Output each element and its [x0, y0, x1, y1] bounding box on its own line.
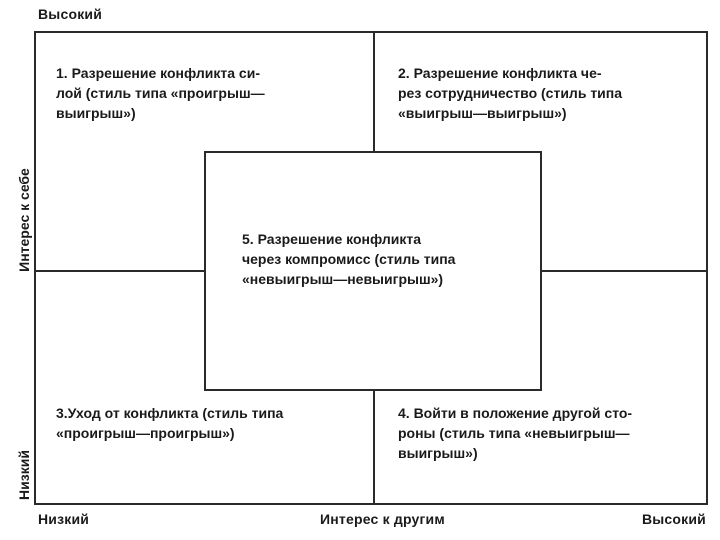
y-axis-title: Интерес к себе — [16, 168, 32, 272]
quadrant-1-line: выигрыш») — [56, 105, 136, 121]
y-axis-low-label: Низкий — [16, 450, 32, 500]
quadrant-3-line: «проигрыш—проигрыш») — [56, 425, 235, 441]
x-axis-low-label: Низкий — [38, 511, 90, 527]
center-compromise-text — [242, 229, 512, 289]
quadrant-3-text — [56, 403, 366, 443]
quadrant-2-line: рез сотрудничество (стиль типа — [398, 85, 623, 101]
quadrant-1-text — [56, 63, 356, 123]
quadrant-4-line: роны (стиль типа «невыигрыш— — [398, 425, 630, 441]
quadrant-1-line: лой (стиль типа «проигрыш— — [56, 85, 265, 101]
quadrant-4-text — [398, 403, 703, 463]
quadrant-2-text — [398, 63, 698, 123]
center-compromise-box — [204, 151, 542, 391]
center-line: 5. Разрешение конфликта — [242, 231, 422, 247]
quadrant-4-line: 4. Войти в положение другой сто- — [398, 405, 633, 421]
quadrant-2-line: 2. Разрешение конфликта че- — [398, 65, 602, 81]
quadrant-1-line: 1. Разрешение конфликта си- — [56, 65, 260, 81]
center-line: через компромисс (стиль типа — [242, 251, 456, 267]
x-axis-title: Интерес к другим — [320, 511, 445, 527]
quadrant-2-line: «выигрыш—выигрыш») — [398, 105, 567, 121]
center-line: «невыигрыш—невыигрыш») — [242, 271, 444, 287]
quadrant-3-line: 3.Уход от конфликта (стиль типа — [56, 405, 284, 421]
x-axis-high-label: Высокий — [641, 511, 706, 527]
y-axis-high-label: Высокий — [38, 6, 103, 22]
conflict-grid — [34, 31, 708, 505]
quadrant-4-line: выигрыш») — [398, 445, 478, 461]
